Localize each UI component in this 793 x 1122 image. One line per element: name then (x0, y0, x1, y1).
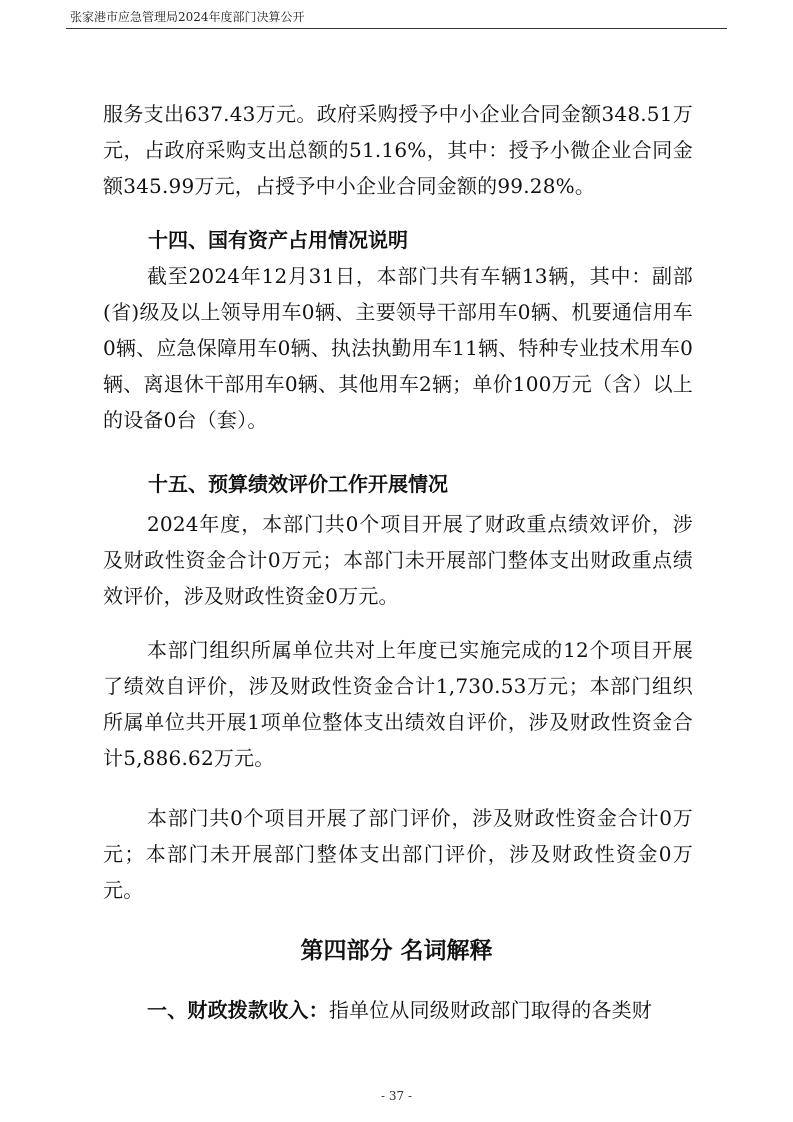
header-divider (66, 28, 727, 29)
paragraph-performance-2: 本部门组织所属单位共对上年度已实施完成的12个项目开展了绩效自评价，涉及财政性资金合计1,730.53万元；本部门组织所属单位共开展1项单位整体支出绩效自评价，涉及财政性资金合计5,886.62万元。 (103, 638, 693, 770)
page-header: 张家港市应急管理局2024年度部门决算公开 (70, 10, 305, 24)
paragraph-performance-3: 本部门共0个项目开展了部门评价，涉及财政性资金合计0万元；本部门未开展部门整体支出部门评价，涉及财政性资金0万元。 (103, 806, 693, 902)
term-definition-1 (103, 992, 693, 1028)
paragraph-assets: 截至2024年12月31日，本部门共有车辆13辆，其中：副部(省)级及以上领导用车0辆、主要领导干部用车0辆、机要通信用车0辆、应急保障用车0辆、执法执勤用车11辆、特种专业技术用车0辆、离退休干部用车0辆、其他用车2辆；单价100万元（含）以上的设备0台（套）。 (103, 264, 693, 432)
section-heading-15: 十五、预算绩效评价工作开展情况 (148, 472, 448, 496)
paragraph-performance-1: 2024年度，本部门共0个项目开展了财政重点绩效评价，涉及财政性资金合计0万元；本部门未开展部门整体支出财政重点绩效评价，涉及财政性资金0万元。 (103, 512, 693, 608)
section-heading-14: 十四、国有资产占用情况说明 (148, 228, 408, 252)
paragraph-procurement: 服务支出637.43万元。政府采购授予中小企业合同金额348.51万元，占政府采购支出总额的51.16%，其中：授予小微企业合同金额345.99万元，占授予中小企业合同金额的99.28%。 (103, 102, 693, 198)
page-number: - 37 - (380, 1089, 412, 1103)
term-label: 一、财政拨款收入： (147, 998, 329, 1022)
term-text: 指单位从同级财政部门取得的各类财 (328, 998, 653, 1022)
part-four-title: 第四部分 名词解释 (300, 938, 493, 964)
